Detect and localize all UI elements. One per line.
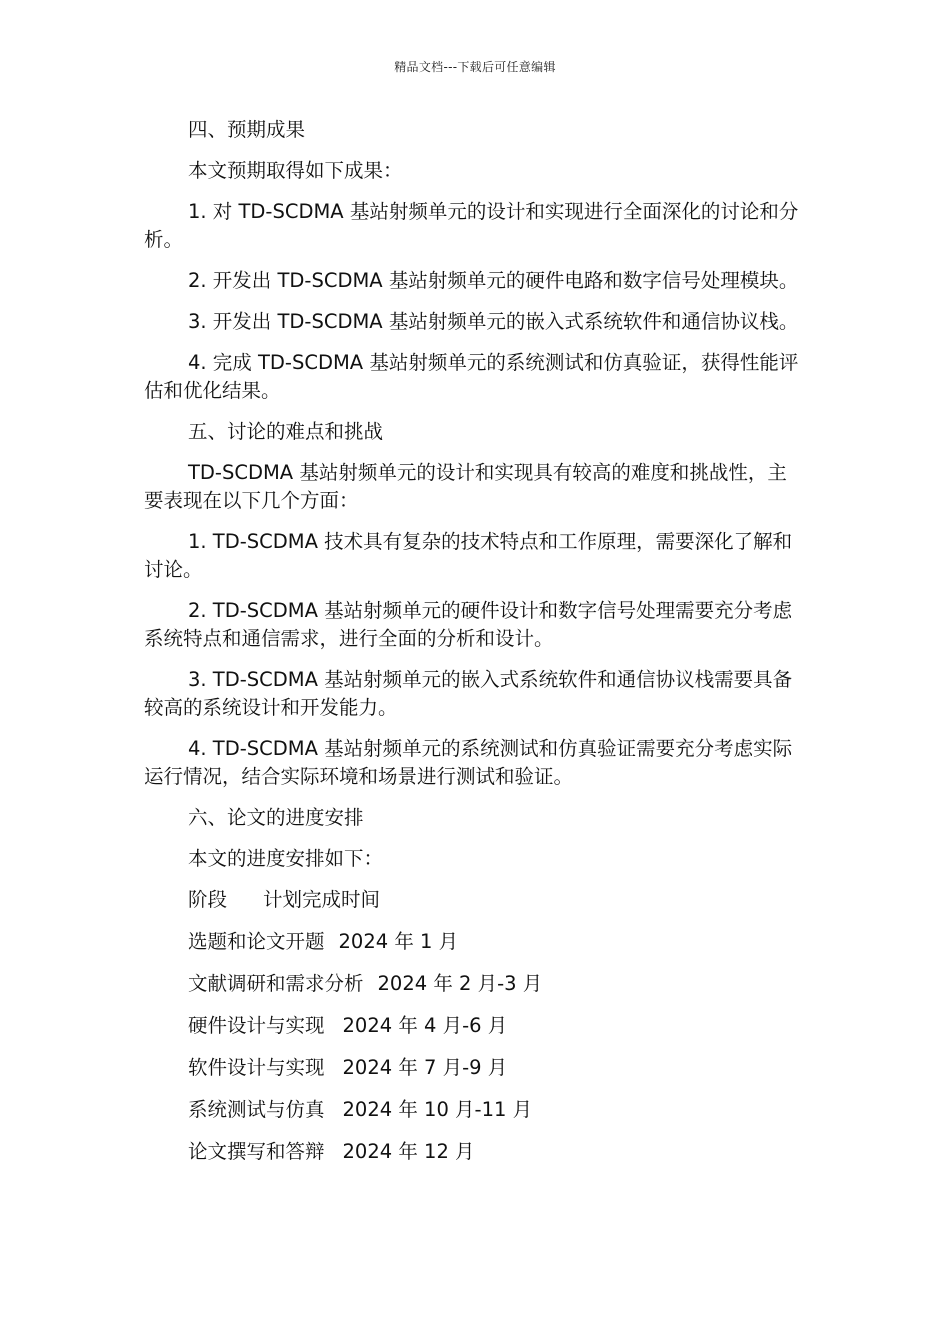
schedule-stage: 系统测试与仿真 [188, 1098, 325, 1121]
section-heading-4: 四、预期成果 [188, 118, 306, 141]
schedule-row [188, 1012, 804, 1040]
schedule-stage: 硬件设计与实现 [188, 1014, 325, 1037]
result-item-2: 2. 开发出 TD-SCDMA 基站射频单元的硬件电路和数字信号处理模块。 [188, 269, 799, 292]
schedule-table [144, 886, 804, 1166]
schedule-stage: 文献调研和需求分析 [188, 972, 364, 995]
schedule-stage: 选题和论文开题 [188, 930, 325, 953]
challenge-item-1: 1. TD-SCDMA 技术具有复杂的技术特点和工作原理，需要深化了解和讨论。 [144, 530, 793, 581]
schedule-time: 2024 年 10 月-11 月 [342, 1098, 533, 1121]
section-heading-6: 六、论文的进度安排 [188, 806, 364, 829]
section-intro-4: 本文预期取得如下成果： [188, 159, 403, 182]
schedule-time: 2024 年 2 月-3 月 [377, 972, 543, 995]
schedule-time: 2024 年 12 月 [342, 1140, 475, 1163]
section-intro-6: 本文的进度安排如下： [188, 847, 384, 870]
result-item-4: 4. 完成 TD-SCDMA 基站射频单元的系统测试和仿真验证，获得性能评估和优化结果。 [144, 351, 799, 402]
schedule-header-time: 计划完成时间 [263, 888, 381, 911]
result-item-1: 1. 对 TD-SCDMA 基站射频单元的设计和实现进行全面深化的讨论和分析。 [144, 200, 799, 251]
schedule-row [188, 1054, 804, 1082]
schedule-row [188, 1096, 804, 1124]
result-item-3: 3. 开发出 TD-SCDMA 基站射频单元的嵌入式系统软件和通信协议栈。 [188, 310, 799, 333]
schedule-stage: 论文撰写和答辩 [188, 1140, 325, 1163]
schedule-time: 2024 年 1 月 [338, 930, 459, 953]
challenge-item-3: 3. TD-SCDMA 基站射频单元的嵌入式系统软件和通信协议栈需要具备较高的系统设计和开发能力。 [144, 668, 793, 719]
schedule-row [188, 928, 804, 956]
challenge-item-4: 4. TD-SCDMA 基站射频单元的系统测试和仿真验证需要充分考虑实际运行情况，结合实际环境和场景进行测试和验证。 [144, 737, 793, 788]
schedule-row [188, 1138, 804, 1166]
schedule-header-row [188, 886, 804, 914]
schedule-time: 2024 年 7 月-9 月 [342, 1056, 508, 1079]
schedule-row [188, 970, 804, 998]
challenge-item-2: 2. TD-SCDMA 基站射频单元的硬件设计和数字信号处理需要充分考虑系统特点和通信需求，进行全面的分析和设计。 [144, 599, 793, 650]
schedule-stage: 软件设计与实现 [188, 1056, 325, 1079]
schedule-time: 2024 年 4 月-6 月 [342, 1014, 508, 1037]
section-intro-5: TD-SCDMA 基站射频单元的设计和实现具有较高的难度和挑战性，主要表现在以下几个方面： [144, 461, 787, 512]
page-header: 精品文档---下载后可任意编辑 [394, 60, 556, 74]
document-body [144, 116, 804, 1180]
schedule-header-stage: 阶段 [188, 888, 228, 911]
section-heading-5: 五、讨论的难点和挑战 [188, 420, 384, 443]
